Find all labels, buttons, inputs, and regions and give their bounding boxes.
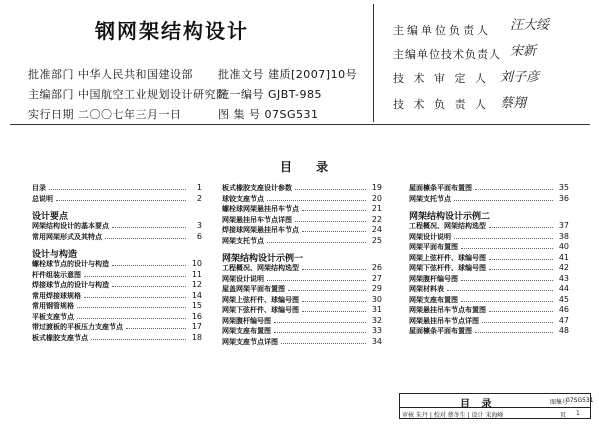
toc-entry-label: 网架上弦杆件、球编号图: [409, 253, 486, 262]
title-block-page-label: 页: [560, 412, 567, 419]
toc-leader-dots: [302, 311, 366, 312]
title-block-title: 目 录: [460, 399, 496, 410]
toc-leader-dots: [49, 189, 186, 190]
toc-leader-dots: [84, 276, 186, 277]
toc-entry[interactable]: [409, 194, 569, 204]
toc-leader-dots: [302, 269, 366, 270]
toc-leader-dots: [77, 307, 186, 308]
toc-entry-page: 37: [558, 221, 569, 230]
toc-entry[interactable]: [32, 232, 202, 242]
effective-date: 实行日期 二〇〇七年三月一日: [28, 108, 182, 121]
toc-entry[interactable]: [409, 305, 569, 315]
document-title: 钢网架结构设计: [95, 19, 249, 43]
toc-entry[interactable]: [222, 316, 382, 326]
toc-entry-page: 40: [558, 242, 569, 251]
toc-leader-dots: [482, 322, 553, 323]
toc-entry-page: 32: [371, 315, 382, 325]
toc-leader-dots: [274, 332, 366, 333]
toc-leader-dots: [489, 227, 553, 228]
toc-entry-page: 16: [191, 311, 202, 321]
toc-entry-page: 22: [371, 214, 382, 224]
toc-entry-label: 网架支座布置图: [409, 295, 458, 304]
toc-leader-dots: [454, 200, 553, 201]
toc-entry-page: 36: [558, 193, 569, 203]
toc-entry[interactable]: [222, 295, 382, 305]
toc-entry[interactable]: [32, 301, 202, 311]
toc-entry-label: 网架悬挂吊车节点布置图: [409, 306, 486, 314]
approval-no: 批准文号 建质[2007]10号: [218, 68, 358, 81]
toc-entry-label: 网架下弦杆件、球编号图: [222, 306, 299, 314]
toc-entry[interactable]: [409, 232, 569, 242]
toc-leader-dots: [295, 221, 366, 222]
toc-entry-label: 网架支座布置图: [222, 327, 271, 335]
toc-entry-label: 网架结构设计的基本要点: [32, 222, 109, 230]
toc-leader-dots: [454, 238, 553, 239]
toc-entry-page: 10: [191, 259, 202, 268]
toc-entry-label: 网架平面布置图: [409, 243, 458, 251]
toc-entry-page: 35: [558, 183, 569, 192]
toc-entry-page: 19: [371, 183, 382, 192]
toc-entry[interactable]: [222, 284, 382, 294]
toc-entry[interactable]: [409, 263, 569, 273]
toc-leader-dots: [447, 290, 553, 291]
toc-entry-label: 屋盖网架平面布置图: [222, 285, 285, 293]
header-bottom-rule: [10, 124, 590, 125]
toc-entry-page: 25: [371, 235, 382, 245]
toc-entry[interactable]: [222, 215, 382, 225]
toc-entry-page: 45: [558, 294, 569, 304]
toc-entry-page: 29: [371, 284, 382, 293]
sig-label-1: 主编单位负责人: [393, 24, 491, 37]
toc-entry-page: 46: [558, 305, 569, 314]
editor-unit: 主编部门 中国航空工业规划设计研究院: [28, 88, 228, 101]
toc-entry[interactable]: [409, 221, 569, 231]
title-block-atlas-value: 07SG531: [566, 397, 594, 404]
toc-entry[interactable]: [32, 333, 202, 343]
toc-entry[interactable]: [409, 274, 569, 284]
signature-3: 刘子彦: [500, 70, 540, 85]
toc-entry-label: 网架悬挂吊车节点详图: [222, 215, 292, 224]
toc-leader-dots: [112, 227, 186, 228]
toc-leader-dots: [112, 265, 186, 266]
toc-entry-page: 27: [371, 273, 382, 283]
toc-leader-dots: [461, 301, 553, 302]
toc-entry-page: 47: [558, 315, 569, 325]
toc-entry-page: 15: [191, 301, 202, 310]
toc-entry[interactable]: [32, 259, 202, 269]
toc-entry-label: 网架支托节点: [222, 236, 264, 245]
toc-leader-dots: [489, 311, 553, 312]
toc-entry-label: 网架下弦杆件、球编号图: [409, 264, 486, 272]
toc-entry-page: 41: [558, 252, 569, 262]
toc-entry-page: 48: [558, 326, 569, 335]
toc-entry-label: 网架设计说明: [409, 232, 451, 241]
toc-entry[interactable]: [409, 326, 569, 336]
sig-label-3: 技 术 审 定 人: [393, 72, 489, 85]
toc-leader-dots: [112, 286, 186, 287]
toc-entry-label: 常用钢管规格: [32, 302, 74, 310]
toc-entry-page: 43: [558, 273, 569, 283]
toc-entry-label: 目录: [32, 184, 46, 192]
toc-entry[interactable]: [32, 270, 202, 280]
toc-leader-dots: [461, 248, 553, 249]
toc-entry-page: 31: [371, 305, 382, 314]
toc-leader-dots: [267, 242, 366, 243]
toc-entry-label: 网架腹杆编号图: [222, 316, 271, 325]
toc-leader-dots: [302, 301, 366, 302]
toc-leader-dots: [91, 339, 186, 340]
toc-entry-label: 带过渡板的平板压力支座节点: [32, 323, 123, 331]
approval-dept: 批准部门 中华人民共和国建设部: [28, 68, 193, 81]
toc-leader-dots: [267, 200, 366, 201]
toc-leader-dots: [267, 280, 366, 281]
signature-2: 宋新: [510, 44, 537, 59]
toc-entry-label: 焊接球节点的设计与构造: [32, 281, 109, 289]
toc-entry[interactable]: [32, 221, 202, 231]
toc-leader-dots: [302, 231, 366, 232]
toc-entry-label: 网架悬挂吊车节点详图: [409, 316, 479, 325]
toc-entry-page: 6: [196, 231, 202, 241]
toc-entry-label: 网架上弦杆件、球编号图: [222, 295, 299, 304]
toc-entry-label: 网架腹杆编号图: [409, 274, 458, 283]
toc-entry-label: 平板支座节点: [32, 312, 74, 321]
toc-entry-label: 螺栓球节点的设计与构造: [32, 260, 109, 268]
sig-label-2: 主编单位技术负责人: [393, 48, 501, 61]
toc-leader-dots: [56, 200, 186, 201]
atlas-no: 图 集 号 07SG531: [218, 108, 319, 121]
unified-no: 统一编号 GJBT-985: [218, 88, 322, 101]
toc-entry-page: 24: [371, 225, 382, 234]
toc-entry-page: 21: [371, 204, 382, 213]
toc-entry[interactable]: [409, 316, 569, 326]
toc-entry-label: 工程概况、网架结构选型: [409, 222, 486, 230]
toc-entry[interactable]: [222, 337, 382, 347]
toc-entry[interactable]: [32, 322, 202, 332]
toc-leader-dots: [489, 259, 553, 260]
toc-entry-label: 总说明: [32, 194, 53, 203]
toc-leader-dots: [126, 328, 186, 329]
toc-entry-label: 常用焊接球规格: [32, 291, 81, 300]
toc-entry-label: 网架支托节点: [409, 194, 451, 203]
toc-entry[interactable]: [409, 183, 569, 193]
toc-entry-page: 30: [371, 294, 382, 304]
toc-entry[interactable]: [409, 253, 569, 263]
toc-leader-dots: [77, 318, 186, 319]
toc-section-heading: 网架结构设计示例二: [409, 212, 491, 222]
toc-entry-label: 板式橡胶支座设计参数: [222, 184, 292, 192]
toc-entry[interactable]: [222, 263, 382, 273]
toc-leader-dots: [461, 280, 553, 281]
sig-label-4: 技 术 负 责 人: [393, 98, 489, 111]
toc-section-heading: 网架结构设计示例一: [222, 254, 304, 264]
toc-leader-dots: [302, 210, 366, 211]
toc-entry[interactable]: [32, 183, 202, 193]
toc-entry-page: 34: [371, 336, 382, 346]
toc-entry[interactable]: [222, 204, 382, 214]
toc-entry-label: 屋面檩条平面布置图: [409, 327, 472, 335]
title-block-page-value: 1: [576, 410, 580, 417]
toc-leader-dots: [295, 189, 366, 190]
toc-entry-page: 12: [191, 280, 202, 289]
toc-entry-label: 板式橡胶支座节点: [32, 333, 88, 342]
toc-entry-label: 工程概况、网架结构选型: [222, 264, 299, 272]
toc-leader-dots: [288, 290, 366, 291]
toc-entry-page: 33: [371, 326, 382, 335]
toc-entry-page: 11: [191, 269, 202, 279]
toc-leader-dots: [489, 269, 553, 270]
toc-entry-label: 螺栓球网架悬挂吊车节点: [222, 205, 299, 213]
toc-entry-label: 球铰支座节点: [222, 194, 264, 203]
toc-entry-page: 17: [191, 322, 202, 331]
toc-entry-page: 26: [371, 263, 382, 272]
signature-1: 汪大绥: [510, 18, 550, 33]
header-divider: [373, 4, 374, 122]
toc-entry-page: 3: [196, 221, 202, 230]
toc-entry-label: 网架支座节点详图: [222, 337, 278, 346]
toc-entry-label: 杆件组装示意图: [32, 270, 81, 279]
toc-entry-page: 44: [558, 284, 569, 293]
toc-leader-dots: [274, 322, 366, 323]
toc-entry[interactable]: [222, 326, 382, 336]
title-block-atlas-label: 图集号: [550, 399, 569, 406]
toc-entry[interactable]: [32, 280, 202, 290]
toc-entry[interactable]: [222, 183, 382, 193]
toc-entry[interactable]: [222, 305, 382, 315]
toc-entry-label: 焊接球网架悬挂吊车节点: [222, 226, 299, 234]
toc-entry[interactable]: [32, 312, 202, 322]
toc-entry[interactable]: [222, 274, 382, 284]
toc-entry[interactable]: [409, 242, 569, 252]
toc-entry-label: 网架材料表: [409, 285, 444, 293]
toc-entry[interactable]: [222, 225, 382, 235]
toc-entry-page: 1: [196, 183, 202, 192]
toc-title: 目 录: [280, 160, 339, 174]
toc-entry[interactable]: [222, 236, 382, 246]
toc-entry-page: 20: [371, 193, 382, 203]
toc-leader-dots: [475, 332, 553, 333]
signature-4: 蔡翔: [500, 96, 527, 111]
toc-entry[interactable]: [32, 194, 202, 204]
toc-entry[interactable]: [222, 194, 382, 204]
toc-leader-dots: [84, 297, 186, 298]
toc-leader-dots: [105, 238, 186, 239]
toc-entry-page: 18: [191, 332, 202, 342]
toc-entry[interactable]: [409, 295, 569, 305]
toc-leader-dots: [475, 189, 553, 190]
toc-entry-label: 网架设计说明: [222, 274, 264, 283]
toc-leader-dots: [281, 343, 366, 344]
toc-entry-page: 38: [558, 231, 569, 241]
toc-section-heading: 设计要点: [32, 212, 69, 222]
toc-entry-page: 42: [558, 263, 569, 272]
toc-entry-page: 14: [191, 290, 202, 300]
toc-entry-label: 屋面檩条平面布置图: [409, 184, 472, 192]
toc-entry[interactable]: [32, 291, 202, 301]
toc-entry[interactable]: [409, 284, 569, 294]
title-block: [399, 393, 594, 419]
toc-entry-page: 2: [196, 193, 202, 203]
toc-entry-label: 常用网架形式及其特点: [32, 232, 102, 241]
toc-section-heading: 设计与构造: [32, 250, 78, 260]
title-block-review-row: 审核 朱丹 | 校对 蔡冬生 | 设计 宋海峰: [402, 412, 504, 419]
